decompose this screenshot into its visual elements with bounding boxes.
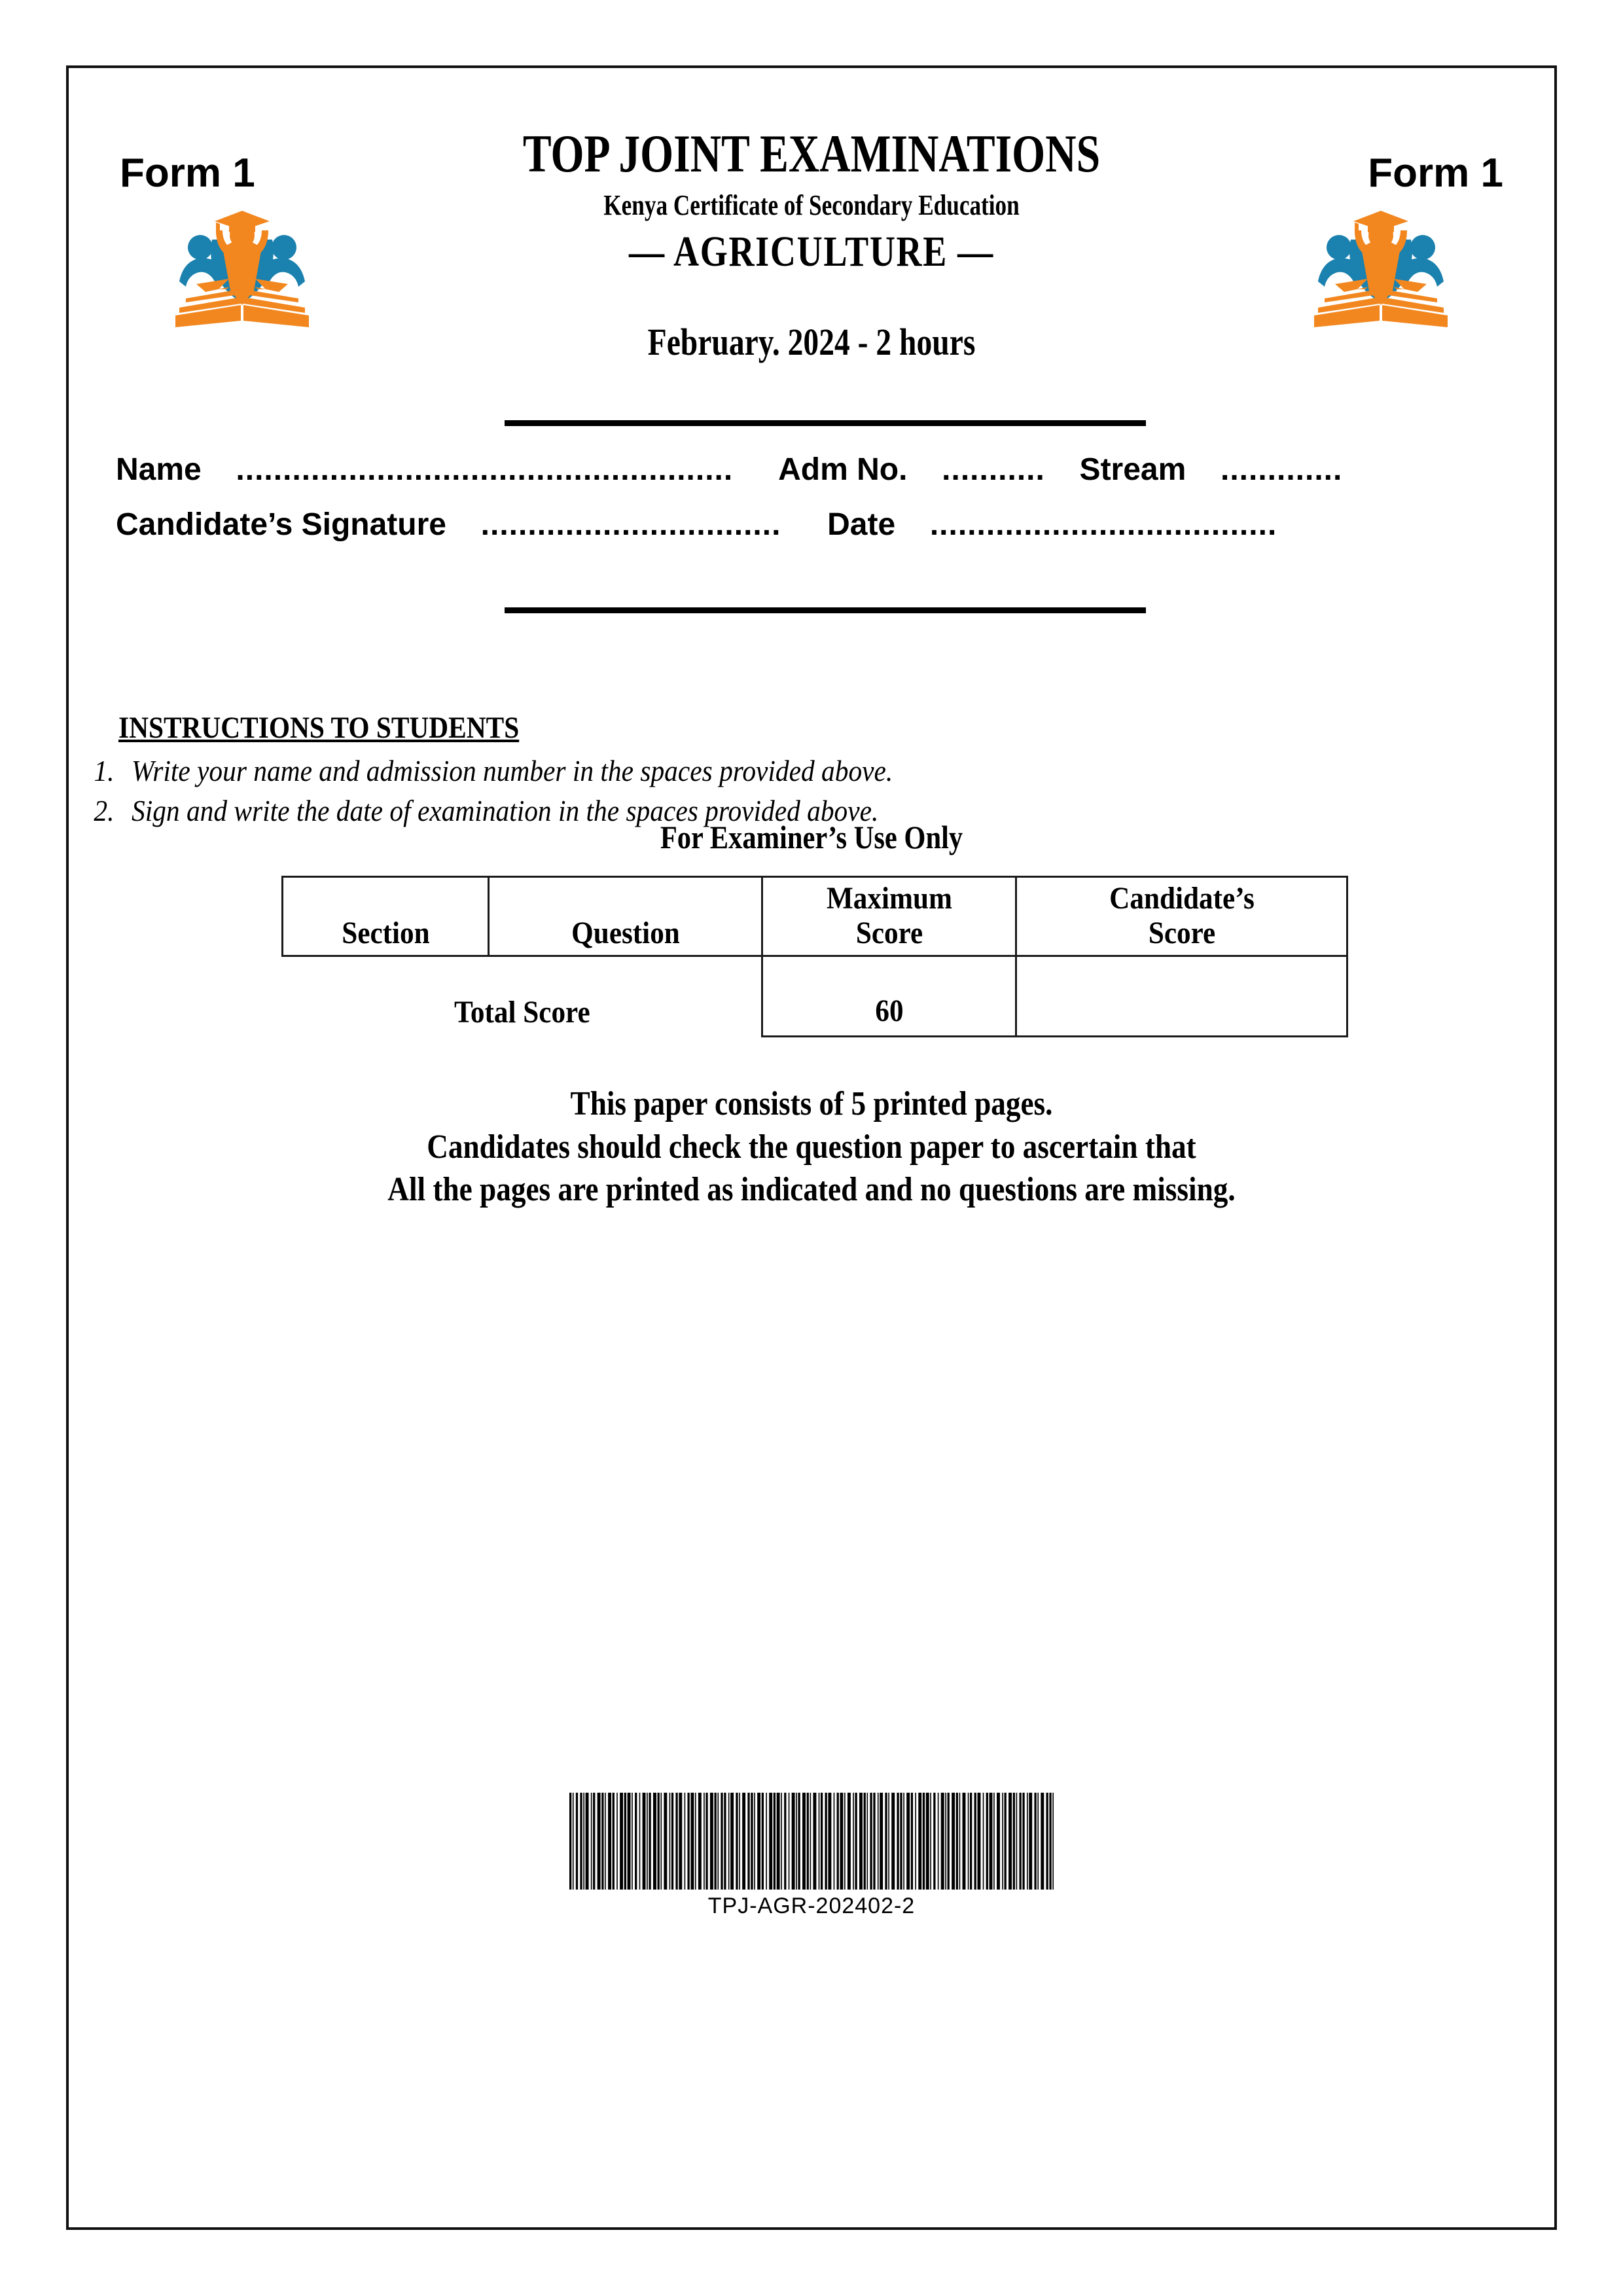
page-frame: [66, 65, 1557, 2230]
instruction-item: [94, 751, 893, 791]
barcode-image: [569, 1793, 1054, 1890]
examiner-caption: For Examiner’s Use Only: [660, 819, 963, 855]
signature-input-dots[interactable]: ................................: [480, 507, 781, 542]
column-header-question: [502, 877, 748, 956]
subject-line: — AGRICULTURE —: [629, 228, 994, 276]
column-header-line: Maximum: [826, 880, 952, 916]
exam-date-duration: February. 2024 - 2 hours: [647, 321, 976, 363]
adm-no-input-dots[interactable]: ...........: [942, 452, 1045, 487]
total-maximum-score: 60: [775, 956, 1003, 1037]
column-header-line: Question: [571, 916, 680, 951]
form-label-left: Form 1: [120, 151, 255, 196]
header-divider-bottom: [505, 607, 1146, 613]
graduate-book-logo-left: [170, 199, 314, 330]
total-score-label: Total Score: [454, 994, 590, 1030]
column-header-section: [293, 877, 478, 956]
column-header-line: Candidate’s: [1109, 880, 1255, 916]
stream-label: Stream: [1079, 452, 1186, 487]
exam-header: [69, 68, 1554, 435]
signature-label: Candidate’s Signature: [116, 507, 446, 542]
form-label-right: Form 1: [1368, 151, 1503, 196]
instructions-heading: INSTRUCTIONS TO STUDENTS: [118, 711, 520, 745]
adm-no-label: Adm No.: [778, 452, 908, 487]
column-header-line: Score: [1148, 916, 1215, 951]
table-header-row: [283, 877, 1347, 956]
notice-line: All the pages are printed as indicated and no questions are missing.: [387, 1171, 1236, 1209]
graduate-book-logo-right: [1309, 199, 1453, 330]
barcode-label: TPJ-AGR-202402-2: [707, 1893, 916, 1918]
page-count-notice: [69, 1083, 1554, 1211]
examiner-score-table: [281, 876, 1348, 1037]
column-header-candidate-score: [1033, 877, 1330, 956]
notice-line: Candidates should check the question paper to ascertain that: [427, 1128, 1196, 1166]
column-header-maximum-score: [775, 877, 1003, 956]
instruction-number: 2.: [94, 794, 115, 828]
instruction-number: 1.: [94, 754, 115, 787]
exam-title: TOP JOINT EXAMINATIONS: [522, 124, 1101, 183]
name-input-dots[interactable]: .....................................................: [236, 452, 734, 487]
stream-input-dots[interactable]: .............: [1220, 452, 1343, 487]
barcode-block: [69, 1793, 1554, 1919]
total-candidate-score-cell[interactable]: [1033, 956, 1330, 1037]
column-header-line: Section: [341, 916, 430, 951]
exam-subtitle: Kenya Certificate of Secondary Education: [603, 189, 1020, 221]
date-input-dots[interactable]: .....................................: [929, 507, 1277, 542]
instruction-text: Sign and write the date of examination in the spaces provided above.: [132, 794, 879, 828]
table-row: [283, 956, 1347, 1037]
column-header-line: Score: [855, 916, 923, 951]
header-divider-top: [505, 420, 1146, 426]
notice-line: This paper consists of 5 printed pages.: [570, 1085, 1053, 1122]
instruction-text: Write your name and admission number in the spaces provided above.: [132, 754, 893, 787]
field-row-name: [116, 454, 1515, 486]
name-label: Name: [116, 452, 202, 487]
date-label: Date: [827, 507, 896, 542]
field-row-signature: [116, 509, 1515, 541]
